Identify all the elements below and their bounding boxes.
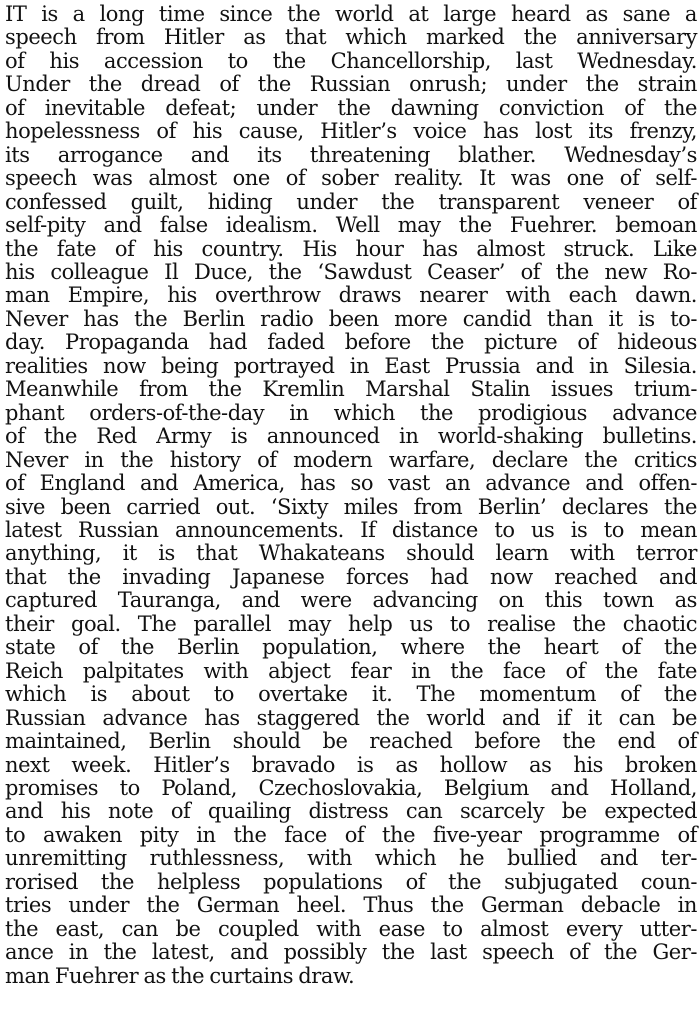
text-line: to awaken pity in the face of the five-year programme of bbox=[5, 822, 697, 847]
text-line: the fate of his country. His hour has almost struck. Like bbox=[5, 236, 697, 261]
text-line: its arrogance and its threatening blather. Wednesday’s bbox=[5, 142, 697, 167]
text-line: maintained, Berlin should be reached before the end of bbox=[5, 729, 697, 754]
text-line: Reich palpitates with abject fear in the face of the fate bbox=[5, 658, 697, 683]
text-line: next week. Hitler’s bravado is as hollow as his broken bbox=[5, 752, 697, 777]
text-line: confessed guilt, hiding under the transparent veneer of bbox=[5, 189, 697, 214]
text-line: man Empire, his overthrow draws nearer with each dawn. bbox=[5, 283, 697, 308]
text-line: Never has the Berlin radio been more candid than it is to- bbox=[5, 306, 697, 331]
text-line: speech from Hitler as that which marked the anniversary bbox=[5, 25, 697, 50]
text-line: and his note of quailing distress can scarcely be expected bbox=[5, 799, 697, 824]
text-line: realities now being portrayed in East Prussia and in Silesia. bbox=[5, 353, 697, 378]
text-line: anything, it is that Whakateans should learn with terror bbox=[5, 541, 697, 566]
text-line: of inevitable defeat; under the dawning conviction of the bbox=[5, 95, 697, 120]
text-line: Never in the history of modern warfare, declare the critics bbox=[5, 447, 697, 472]
text-line: phant orders-of-the-day in which the prodigious advance bbox=[5, 400, 697, 425]
text-line: Russian advance has staggered the world and if it can be bbox=[5, 705, 697, 730]
text-line: which is about to overtake it. The momentum of the bbox=[5, 682, 697, 707]
article-body bbox=[5, 3, 697, 988]
text-line: sive been carried out. ‘Sixty miles from Berlin’ declares the bbox=[5, 494, 697, 519]
text-line: the east, can be coupled with ease to almost every utter- bbox=[5, 916, 697, 941]
text-line: of England and America, has so vast an advance and offen- bbox=[5, 471, 697, 496]
text-line: latest Russian announcements. If distance to us is to mean bbox=[5, 517, 697, 542]
text-line: of his accession to the Chancellorship, last Wednesday. bbox=[5, 48, 697, 73]
text-line: of the Red Army is announced in world-shaking bulletins. bbox=[5, 424, 697, 449]
text-line: rorised the helpless populations of the subjugated coun- bbox=[5, 869, 697, 894]
text-line: day. Propaganda had faded before the picture of hideous bbox=[5, 330, 697, 355]
text-line: state of the Berlin population, where the heart of the bbox=[5, 635, 697, 660]
text-line: speech was almost one of sober reality. It was one of self- bbox=[5, 166, 697, 191]
text-line: ance in the latest, and possibly the last speech of the Ger- bbox=[5, 940, 697, 965]
text-line: self-pity and false idealism. Well may the Fuehrer. bemoan bbox=[5, 213, 697, 238]
text-line: Meanwhile from the Kremlin Marshal Stalin issues trium- bbox=[5, 377, 697, 402]
text-line: promises to Poland, Czechoslovakia, Belgium and Holland, bbox=[5, 775, 697, 800]
text-line: his colleague Il Duce, the ‘Sawdust Ceaser’ of the new Ro- bbox=[5, 259, 697, 284]
text-line: IT is a long time since the world at large heard as sane a bbox=[5, 2, 697, 26]
text-line: their goal. The parallel may help us to realise the chaotic bbox=[5, 611, 697, 636]
text-line: hopelessness of his cause, Hitler’s voice has lost its frenzy, bbox=[5, 119, 697, 144]
text-line: man Fuehrer as the curtains draw. bbox=[5, 963, 355, 988]
text-line: that the invading Japanese forces had now reached and bbox=[5, 564, 697, 589]
text-line: unremitting ruthlessness, with which he bullied and ter- bbox=[5, 846, 697, 871]
text-line: captured Tauranga, and were advancing on this town as bbox=[5, 588, 697, 613]
text-line: tries under the German heel. Thus the German debacle in bbox=[5, 893, 697, 918]
text-line: Under the dread of the Russian onrush; under the strain bbox=[5, 72, 697, 97]
